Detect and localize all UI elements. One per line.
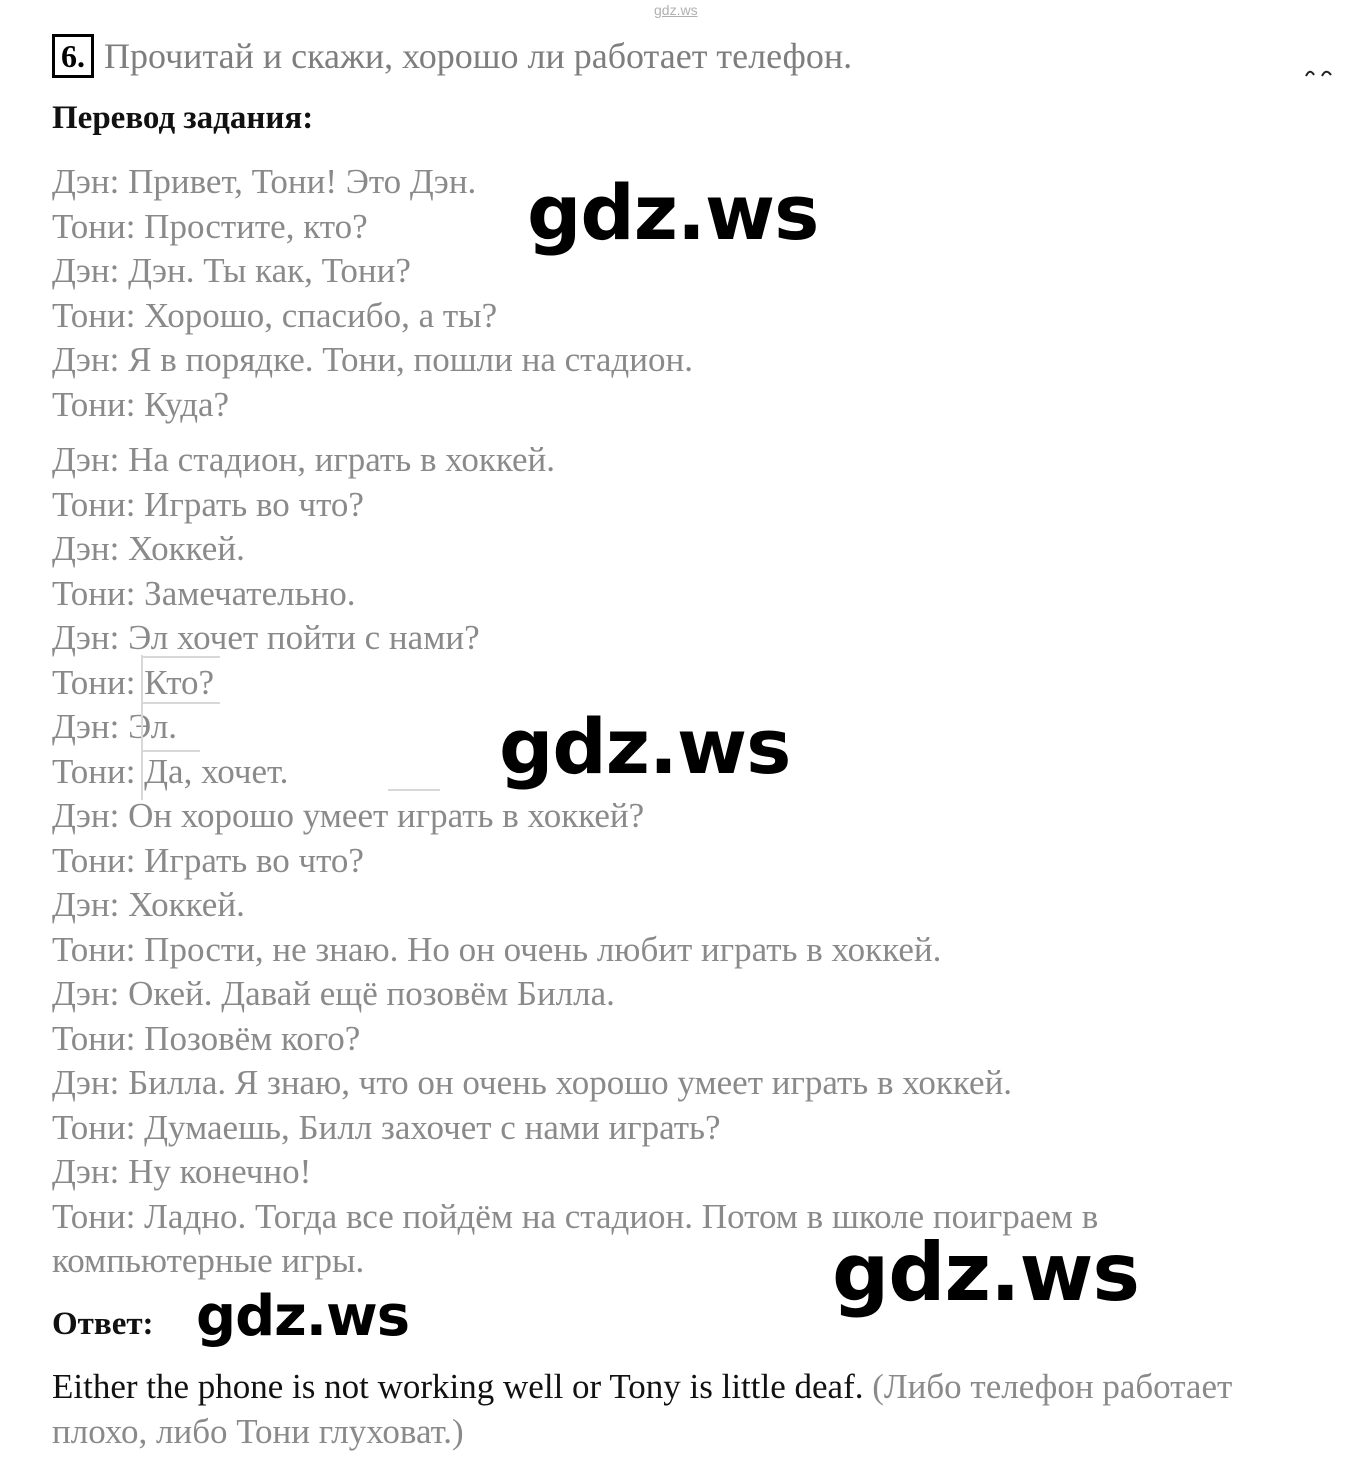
answer-heading: Ответ:: [52, 1306, 154, 1342]
dialog-line: Тони: Позовём кого?: [52, 1018, 361, 1058]
dialog-line: Дэн: Привет, Тони! Это Дэн.: [52, 162, 477, 201]
translation-heading: Перевод задания:: [52, 100, 314, 136]
task-number: 6.: [52, 34, 94, 78]
watermark: gdz.ws: [832, 1226, 1140, 1319]
faint-stamp-mark: [140, 655, 440, 800]
answer-russian: (Либо телефон работает плохо, либо Тони глуховат.): [52, 1367, 1233, 1451]
task-text: Прочитай и скажи, хорошо ли работает телефон.: [104, 36, 853, 76]
dialog-line: Тони: Думаешь, Билл захочет с нами играть?: [52, 1107, 721, 1147]
dialog-line: Дэн: Окей. Давай ещё позовём Билла.: [52, 974, 615, 1013]
dialog-line: Дэн: Ну конечно!: [52, 1152, 312, 1191]
dialog-line: Тони: Хорошо, спасибо, а ты?: [52, 295, 498, 335]
corner-mark: [1304, 66, 1334, 78]
dialog-line: Тони: Играть во что?: [52, 484, 364, 524]
dialog-line: Дэн: Хоккей.: [52, 885, 245, 924]
dialog-line: Дэн: Эл.: [52, 707, 177, 746]
dialog-line: Тони: Замечательно.: [52, 573, 356, 613]
dialog-line: Тони: Простите, кто?: [52, 206, 368, 246]
dialog-line: Тони: Ладно. Тогда все пойдём на стадион. Потом в школе поиграем в компьютерные игры.: [52, 1196, 1099, 1280]
dialog-line: Тони: Да, хочет.: [52, 751, 289, 791]
watermark: gdz.ws: [499, 702, 791, 791]
answer-english: Either the phone is not working well or Tony is little deaf.: [52, 1367, 864, 1406]
dialog-line: Дэн: Хоккей.: [52, 529, 245, 568]
dialog-line: Дэн: Я в порядке. Тони, пошли на стадион.: [52, 340, 693, 379]
dialog-line: Дэн: Эл хочет пойти с нами?: [52, 618, 480, 657]
task-header: [52, 34, 852, 78]
watermark: gdz.ws: [196, 1284, 410, 1349]
dialog-line: Тони: Куда?: [52, 384, 230, 424]
dialog-line: Дэн: Билла. Я знаю, что он очень хорошо умеет играть в хоккей.: [52, 1063, 1013, 1102]
dialog-line: Тони: Играть во что?: [52, 840, 364, 880]
dialog-line: Дэн: Он хорошо умеет играть в хоккей?: [52, 796, 645, 835]
dialog-line: Тони: Кто?: [52, 662, 215, 702]
site-mark: gdz.ws: [654, 2, 698, 18]
watermark: gdz.ws: [527, 168, 819, 257]
answer-text: [52, 1364, 1252, 1454]
dialog-line: Дэн: Дэн. Ты как, Тони?: [52, 251, 411, 290]
dialog-line: Дэн: На стадион, играть в хоккей.: [52, 440, 556, 479]
dialog-line: Тони: Прости, не знаю. Но он очень любит играть в хоккей.: [52, 929, 942, 969]
